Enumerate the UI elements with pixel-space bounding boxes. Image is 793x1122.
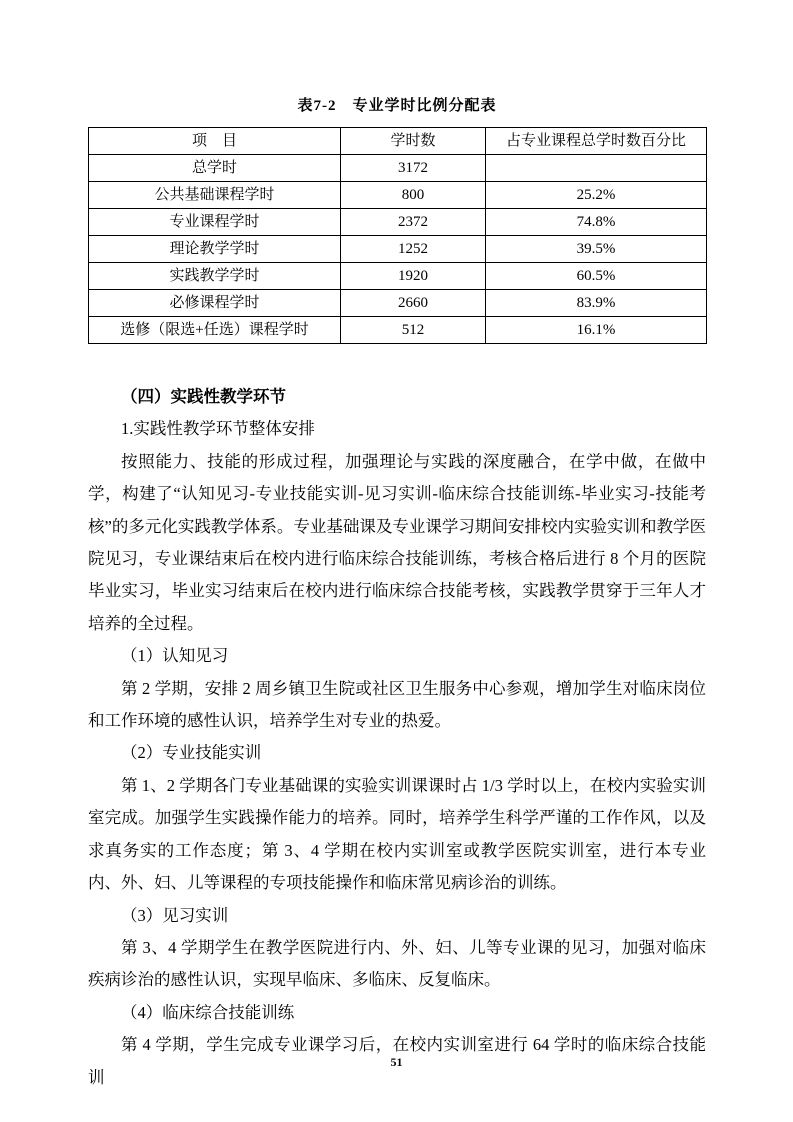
sub3-paragraph: 第 3、4 学期学生在教学医院进行内、外、妇、儿等专业课的见习，加强对临床疾病诊治的感性认识，实现早临床、多临床、反复临床。 — [88, 937, 706, 990]
table-cell: 总学时 — [89, 155, 341, 182]
table-header-cell: 占专业课程总学时数百分比 — [486, 128, 707, 155]
table-row — [89, 263, 707, 290]
table-cell: 专业课程学时 — [89, 209, 341, 236]
table-cell: 1252 — [341, 236, 486, 263]
table-cell: 3172 — [341, 155, 486, 182]
table-cell — [486, 155, 707, 182]
table-cell: 2660 — [341, 290, 486, 317]
table-cell: 选修（限选+任选）课程学时 — [89, 317, 341, 344]
table-cell: 必修课程学时 — [89, 290, 341, 317]
sub3-title: （3）见习实训 — [121, 905, 229, 925]
table-cell: 理论教学学时 — [89, 236, 341, 263]
table-row — [89, 182, 707, 209]
table-cell: 公共基础课程学时 — [89, 182, 341, 209]
table-cell: 25.2% — [486, 182, 707, 209]
hours-table — [88, 127, 707, 344]
sub1-paragraph: 第 2 学期，安排 2 周乡镇卫生院或社区卫生服务中心参观，增加学生对临床岗位和工作环境的感性认识，培养学生对专业的热爱。 — [88, 678, 706, 731]
item1-title: 1.实践性教学环节整体安排 — [121, 419, 315, 439]
table-row — [89, 317, 707, 344]
table-cell: 800 — [341, 182, 486, 209]
content-area — [88, 94, 706, 1094]
table-row — [89, 155, 707, 182]
table-cell: 16.1% — [486, 317, 707, 344]
page-number: 51 — [390, 1055, 403, 1069]
paragraph-overview: 按照能力、技能的形成过程，加强理论与实践的深度融合，在学中做，在做中学，构建了“认知见习-专业技能实训-见习实训-临床综合技能训练-毕业实习-技能考核”的多元化实践教学体系。专业基础课及专业课学习期间安排校内实验实训和教学医院见习，专业课结束后在校内进行临床综合技能训练，考核合格后进行 8 个月的医院毕业实习，毕业实习结束后在校内进行临床综合技能考核，实践教学贯穿于三年人才培养的全过程。 — [88, 451, 706, 633]
table-cell: 74.8% — [486, 209, 707, 236]
table-cell: 39.5% — [486, 236, 707, 263]
sub1-title: （1）认知见习 — [121, 646, 229, 666]
sub2-paragraph: 第 1、2 学期各门专业基础课的实验实训课课时占 1/3 学时以上，在校内实验实训室完成。加强学生实践操作能力的培养。同时，培养学生科学严谨的工作作风，以及求真务实的工作态度；第 3、4 学期在校内实训室或教学医院实训室，进行本专业内、外、妇、儿等课程的专项技能操作和临床常见病诊治的训练。 — [88, 775, 706, 893]
table-cell: 实践教学学时 — [89, 263, 341, 290]
body-text — [88, 381, 706, 1094]
table-row — [89, 209, 707, 236]
table-cell: 1920 — [341, 263, 486, 290]
table-cell: 83.9% — [486, 290, 707, 317]
table-caption: 表7-2 专业学时比例分配表 — [297, 98, 497, 114]
sub4-title: （4）临床综合技能训练 — [121, 1002, 295, 1022]
table-cell: 512 — [341, 317, 486, 344]
section-heading: （四）实践性教学环节 — [121, 387, 286, 406]
table-cell: 60.5% — [486, 263, 707, 290]
table-row — [89, 290, 707, 317]
table-header-cell: 学时数 — [341, 128, 486, 155]
table-header-row — [89, 128, 707, 155]
table-row — [89, 236, 707, 263]
table-cell: 2372 — [341, 209, 486, 236]
sub4-paragraph: 第 4 学期，学生完成专业课学习后，在校内实训室进行 64 学时的临床综合技能训 — [88, 1035, 706, 1087]
sub2-title: （2）专业技能实训 — [121, 743, 262, 763]
table-header-cell: 项 目 — [89, 128, 341, 155]
